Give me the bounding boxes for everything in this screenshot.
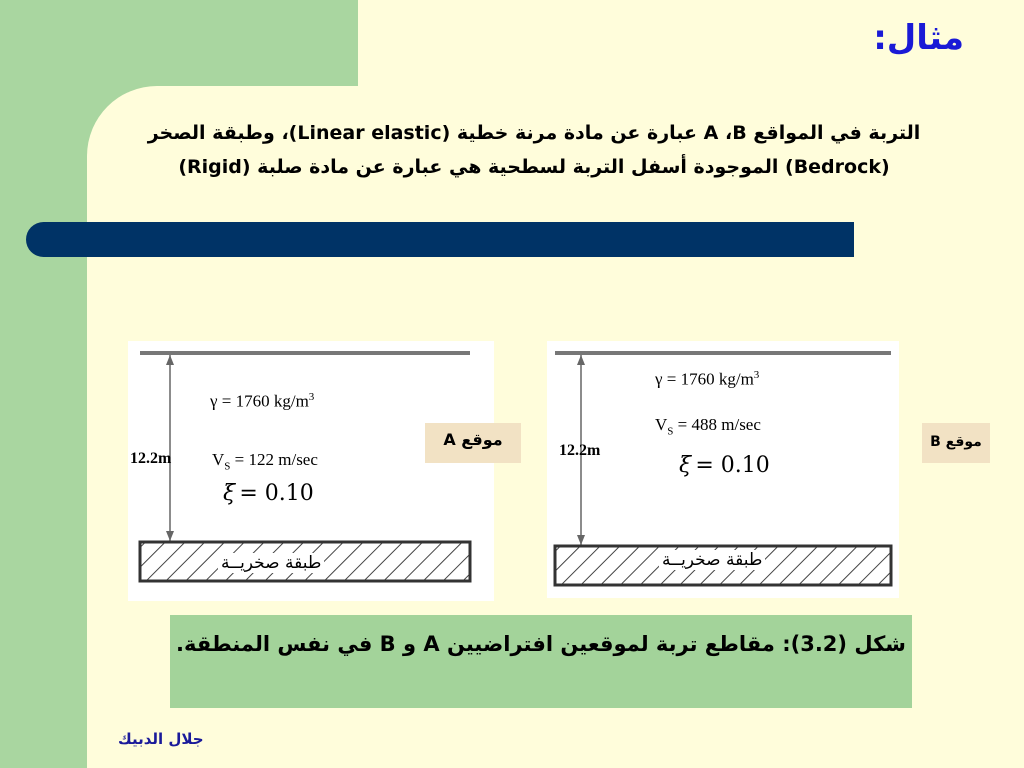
depth-arrow-top [166,355,174,365]
depth-arrow-bottom [166,531,174,541]
depth-arrow-bottom [577,535,585,545]
figure-caption: شكل (3.2): مقاطع تربة لموقعين افتراضيين A و B في نفس المنطقة. [170,615,912,708]
site-a-tag: موقع A [425,423,521,463]
background-top-band [87,0,358,86]
divider-bar [26,222,854,257]
depth-label: 12.2m [130,450,172,467]
damping-label: ξ = 0.10 [223,481,314,506]
shear-velocity-label: $V_S = 122$ m/sec [212,450,318,473]
background-left-band [0,0,87,768]
soil-profile-site-a [128,341,494,601]
gamma-label: γ = 1760 $kg/m^3$ [210,391,315,411]
bedrock-label: طبقة صخريــة [218,553,324,573]
damping-label: ξ = 0.10 [679,453,770,478]
site-b-tag: موقع B [922,423,990,463]
author-name: جلال الدبيك [118,730,204,748]
depth-arrow-top [577,355,585,365]
gamma-label: γ = 1760 $kg/m^3$ [655,369,760,389]
slide-body-text: التربة في المواقع A ،B عبارة عن مادة مرنة خطية (Linear elastic)، وطبقة الصخر (Bedrock) الموجودة أسفل التربة لسطحية هي عبارة عن مادة صلبة (Rigid) [147,122,921,178]
shear-velocity-label: $V_S = 488$ m/sec [655,415,761,438]
soil-profile-site-b [547,341,899,598]
slide-title: مثال: [873,18,964,58]
bedrock-label: طبقة صخريــة [659,550,765,570]
depth-label: 12.2m [559,442,601,459]
